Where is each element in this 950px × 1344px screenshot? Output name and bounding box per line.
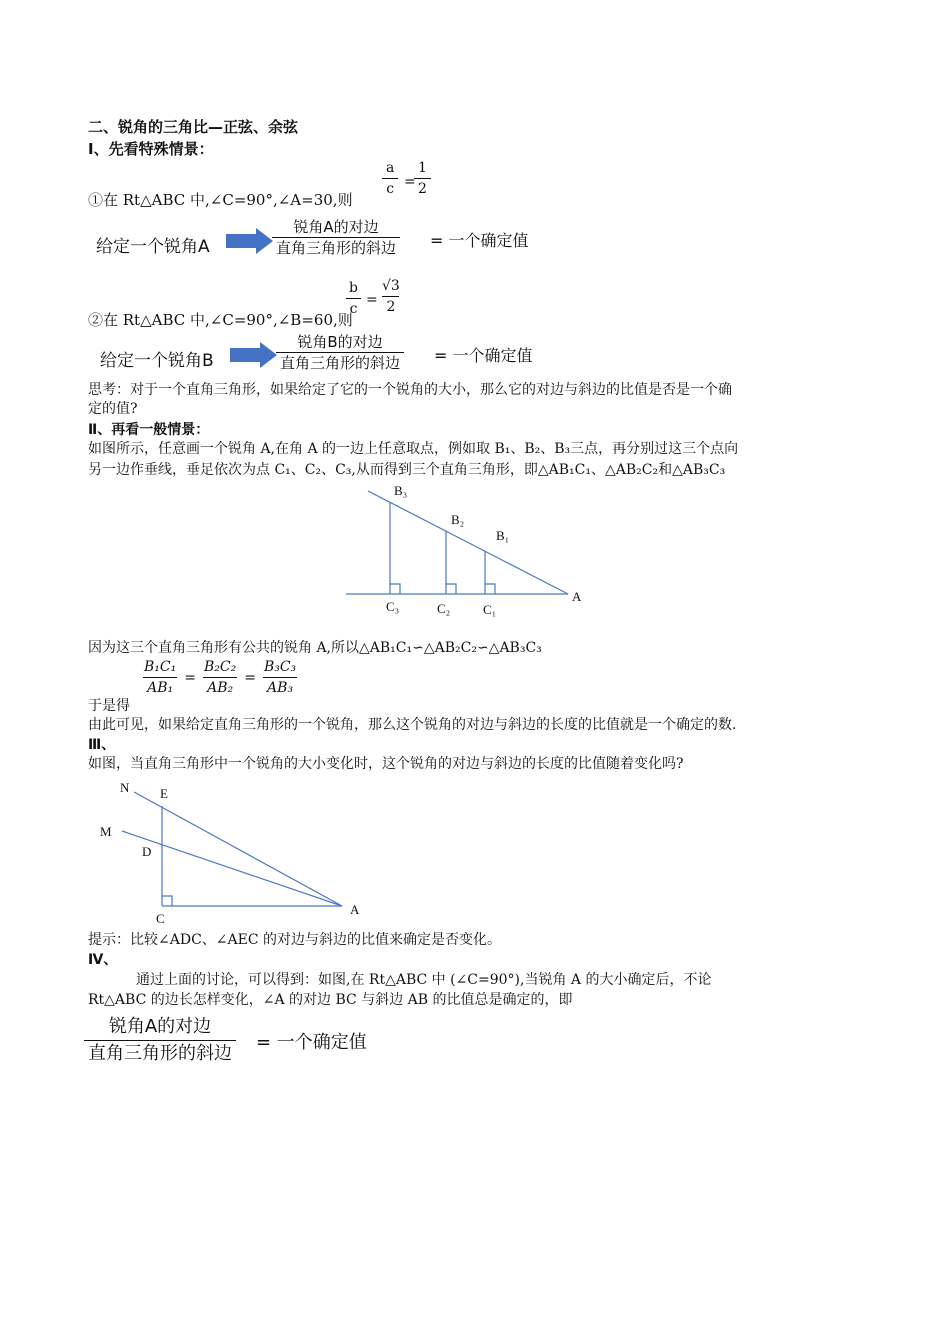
box1-num: 锐角A的对边 [293, 218, 379, 236]
part4-tail: = 一个确定值 [256, 1032, 367, 1053]
right-angle-c [162, 896, 172, 906]
label-e: E [160, 786, 168, 801]
label-c2: C₂ [437, 601, 451, 616]
ratio-d1: AB₁ [143, 677, 177, 698]
label-a: A [572, 589, 582, 604]
part4-line2: Rt△ABC 的边长怎样变化，∠A 的对边 BC 与斜边 AB 的比值总是确定的，即 [88, 992, 573, 1008]
right-angle-c1 [485, 584, 495, 594]
part3-question: 如图，当直角三角形中一个锐角的大小变化时，这个锐角的对边与斜边的长度的比值随着变化吗? [88, 756, 684, 772]
case1-val-den: 2 [414, 178, 431, 199]
case2-frac-b: b [349, 280, 358, 296]
part4-line1: 通过上面的讨论，可以得到：如图,在 Rt△ABC 中 (∠C=90°),当锐角 A 的大小确定后，不论 [136, 972, 712, 988]
figure-varying-angle [90, 776, 380, 926]
section-title: 二、锐角的三角比—正弦、余弦 [88, 118, 299, 136]
ratio-eq1: = [184, 669, 196, 686]
ratio-d2: AB₂ [203, 677, 237, 698]
part2-conclusion: 由此可见，如果给定直角三角形的一个锐角，那么这个锐角的对边与斜边的长度的比值就是一个确定的数. [88, 717, 737, 733]
part4-num: 锐角A的对边 [108, 1016, 212, 1037]
label-d: D [142, 844, 152, 859]
right-arrow-icon [226, 228, 274, 254]
label-a: A [350, 902, 360, 917]
part2-heading: Ⅱ、再看一般情景： [88, 422, 210, 438]
case1-fraction-value [414, 158, 431, 199]
box1-tail: = 一个确定值 [430, 231, 529, 250]
right-angle-c2 [446, 584, 456, 594]
box2-tail: = 一个确定值 [434, 346, 533, 365]
part4-den: 直角三角形的斜边 [84, 1040, 236, 1067]
part4-fraction [84, 1014, 236, 1067]
case2-val-num: √3 [382, 278, 400, 294]
so-text: 于是得 [88, 698, 130, 714]
box2-den: 直角三角形的斜边 [276, 352, 404, 373]
case2-frac-c: c [346, 298, 362, 319]
box1-label: 给定一个锐角A [96, 237, 210, 257]
label-n: N [120, 780, 130, 795]
because-text: 因为这三个直角三角形有公共的锐角 A,所以△AB₁C₁∽△AB₂C₂∽△AB₃C₃ [88, 640, 542, 656]
case2-fraction-value [378, 276, 404, 317]
box2-fraction [276, 332, 404, 373]
right-angle-c3 [390, 584, 400, 594]
box2-label: 给定一个锐角B [100, 351, 214, 371]
case1-text: ①在 Rt△ABC 中,∠C=90°,∠A=30,则 [88, 191, 353, 209]
part3-heading: Ⅲ、 [88, 737, 116, 753]
part1-heading: Ⅰ、先看特殊情景： [88, 140, 214, 158]
right-arrow-icon [230, 342, 278, 368]
ratio-n1: B₁C₁ [144, 659, 177, 675]
line-md-a [122, 831, 342, 906]
label-b3: B₃ [394, 483, 408, 498]
think-line2: 定的值? [88, 401, 138, 417]
think-line1: 思考：对于一个直角三角形，如果给定了它的一个锐角的大小，那么它的对边与斜边的比值是否是一个确 [88, 382, 732, 398]
part3-hint: 提示：比较∠ADC、∠AEC 的对边与斜边的比值来确定是否变化。 [88, 932, 501, 948]
ratio-n3: B₃C₃ [263, 659, 297, 675]
label-b1: B₁ [496, 528, 510, 543]
case1-fraction-ac [382, 158, 398, 199]
part2-line2: 另一边作垂线，垂足依次为点 C₁、C₂、C₃,从而得到三个直角三角形，即△AB₁C₁、△AB₂C₂和△AB₃C₃ [88, 462, 726, 478]
label-c3: C₃ [386, 599, 400, 614]
ratio-n2: B₂C₂ [203, 659, 237, 675]
figure-similar-triangles [340, 478, 600, 623]
case1-frac-a: a [386, 160, 395, 176]
label-c: C [156, 911, 165, 926]
label-c1: C₁ [483, 602, 497, 617]
ratio-d3: AB₃ [263, 677, 297, 698]
part4-heading: Ⅳ、 [88, 952, 118, 968]
case1-equals: = [404, 174, 416, 190]
box1-fraction [272, 217, 400, 258]
part2-line1: 如图所示，任意画一个锐角 A,在角 A 的一边上任意取点，例如取 B₁、B₂、B₃三点，再分别过这三个点向 [88, 441, 739, 457]
case1-frac-c: c [382, 178, 398, 199]
case1-val-num: 1 [418, 160, 427, 176]
line-ne-a [134, 792, 342, 906]
box1-den: 直角三角形的斜边 [272, 237, 400, 258]
case2-text: ②在 Rt△ABC 中,∠C=90°,∠B=60,则 [88, 311, 353, 329]
label-b2: B₂ [451, 512, 465, 527]
ratio-equation [140, 657, 300, 698]
label-m: M [100, 824, 112, 839]
case2-equals: = [366, 292, 378, 308]
box2-num: 锐角B的对边 [297, 333, 383, 351]
ratio-eq2: = [244, 669, 256, 686]
hypotenuse-line [368, 491, 568, 594]
case2-val-den: 2 [382, 296, 399, 317]
